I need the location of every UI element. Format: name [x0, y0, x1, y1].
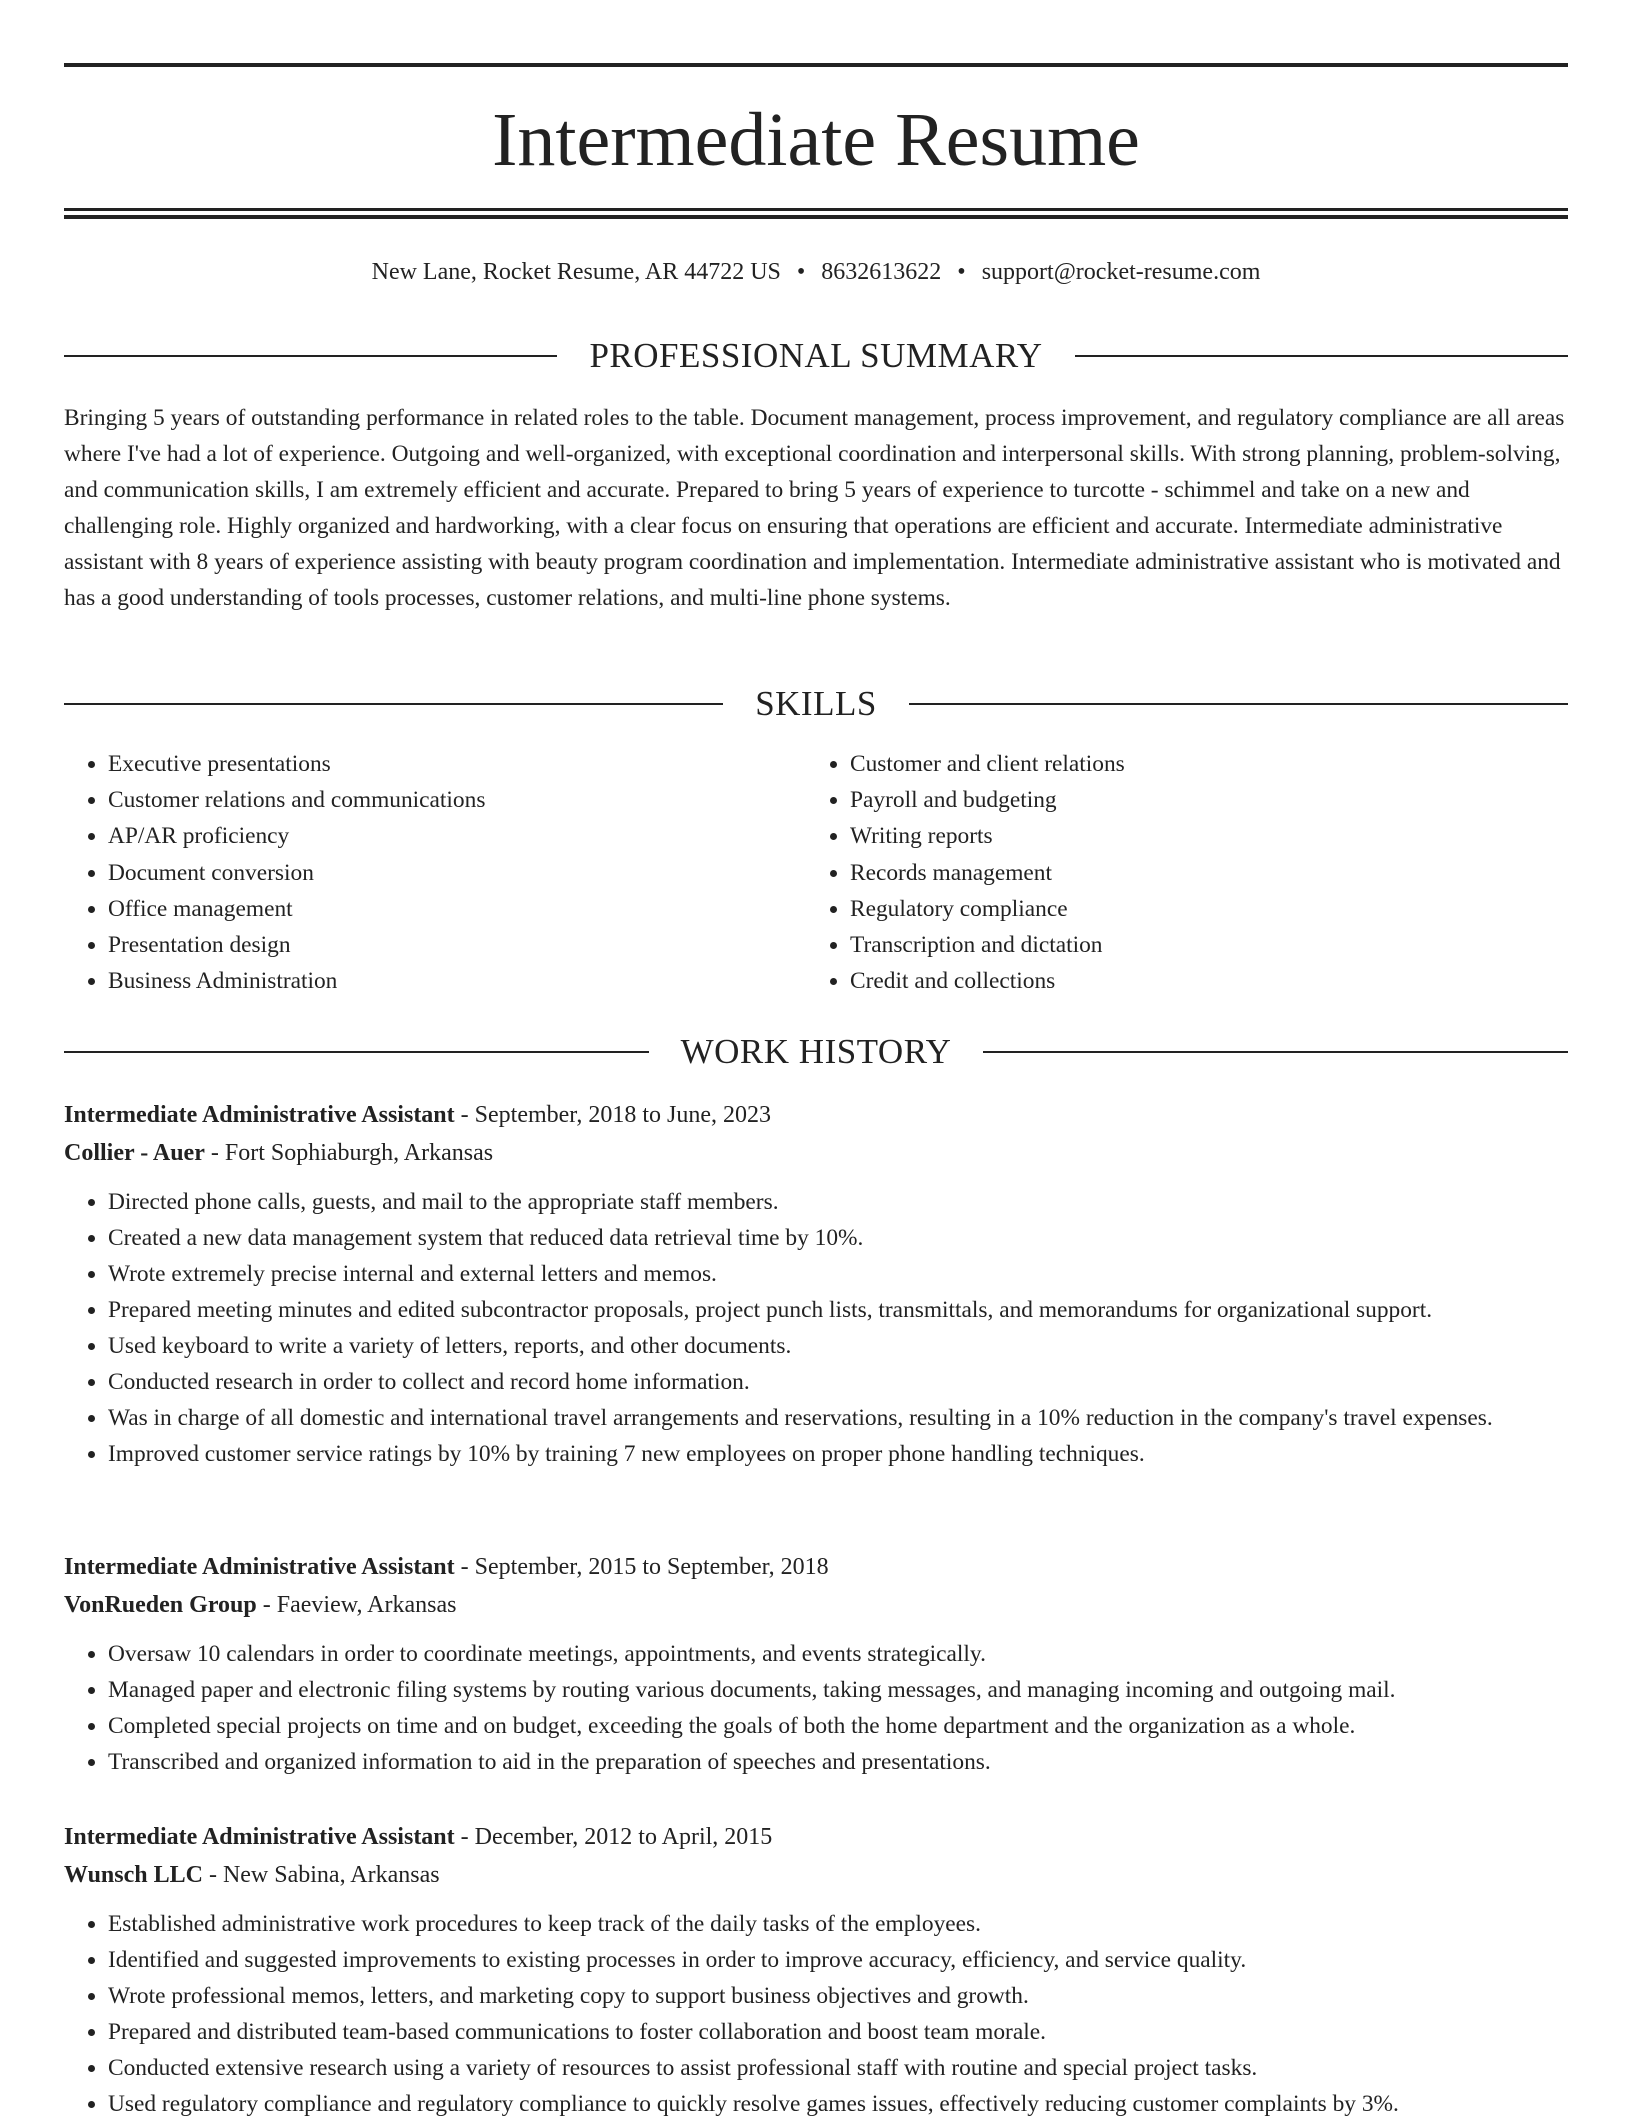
contact-separator: •	[957, 259, 966, 285]
skill-item: • Payroll and budgeting	[850, 782, 1548, 818]
job-location: - Faeview, Arkansas	[256, 1592, 457, 1618]
skill-item: • Document conversion	[108, 855, 806, 891]
summary-section-heading	[64, 334, 1568, 378]
skills-list-left	[64, 746, 806, 999]
job-bullet: • Oversaw 10 calendars in order to coordinate meetings, appointments, and events strategically.	[108, 1636, 1568, 1672]
work-heading-label: WORK HISTORY	[680, 1032, 952, 1071]
header-bottom-rule-1	[64, 208, 1568, 211]
skill-item: • Presentation design	[108, 927, 806, 963]
skill-item: • Records management	[850, 855, 1548, 891]
heading-rule-right	[909, 703, 1568, 705]
skill-item: • Credit and collections	[850, 963, 1548, 999]
skill-item: • Customer relations and communications	[108, 782, 806, 818]
header-top-rule	[64, 63, 1568, 67]
job-bullet: • Prepared meeting minutes and edited subcontractor proposals, project punch lists, transmittals, and memorandums for organizational support.	[108, 1292, 1568, 1328]
job-entry	[64, 1096, 1568, 1472]
skill-item: • Customer and client relations	[850, 746, 1548, 782]
job-dates: - September, 2015 to September, 2018	[454, 1554, 829, 1580]
job-bullet: • Managed paper and electronic filing systems by routing various documents, taking messages, and managing incoming and outgoing mail.	[108, 1672, 1568, 1708]
job-location: - New Sabina, Arkansas	[202, 1862, 440, 1888]
job-entry	[64, 1548, 1568, 1780]
skill-item: • Writing reports	[850, 818, 1548, 854]
skill-item: • Business Administration	[108, 963, 806, 999]
skill-item: • Transcription and dictation	[850, 927, 1548, 963]
job-title-line	[64, 1096, 1568, 1134]
job-dates: - December, 2012 to April, 2015	[454, 1824, 773, 1850]
heading-rule-left	[64, 355, 557, 357]
job-bullet: • Wrote extremely precise internal and external letters and memos.	[108, 1256, 1568, 1292]
job-bullet: • Wrote professional memos, letters, and marketing copy to support business objectives and growth.	[108, 1978, 1568, 2014]
skill-item: • AP/AR proficiency	[108, 818, 806, 854]
job-company-line	[64, 1134, 1568, 1172]
job-title-line	[64, 1548, 1568, 1586]
summary-heading-label: PROFESSIONAL SUMMARY	[589, 336, 1043, 375]
job-bullet: • Improved customer service ratings by 10% by training 7 new employees on proper phone handling techniques.	[108, 1436, 1568, 1472]
skill-item: • Office management	[108, 891, 806, 927]
job-bullet: • Used keyboard to write a variety of letters, reports, and other documents.	[108, 1328, 1568, 1364]
job-bullet: • Directed phone calls, guests, and mail to the appropriate staff members.	[108, 1184, 1568, 1220]
job-bullet: • Conducted extensive research using a variety of resources to assist professional staff with routine and special project tasks.	[108, 2050, 1568, 2086]
job-company-line	[64, 1586, 1568, 1624]
job-company: VonRueden Group	[64, 1592, 257, 1618]
heading-rule-left	[64, 703, 723, 705]
contact-line	[64, 254, 1568, 290]
summary-text: Bringing 5 years of outstanding performance in related roles to the table. Document management, process improvement, and regulatory compliance are all areas where I've had a lot of experience. Outgoing and well-organized, with exceptional coordination and interpersonal skills. With strong planning, problem-solving, and communication skills, I am extremely efficient and accurate. Prepared to bring 5 years of experience to turcotte - schimmel and take on a new and challenging role. Highly organized and hardworking, with a clear focus on ensuring that operations are efficient and accurate. Intermediate administrative assistant with 8 years of experience assisting with beauty program coordination and implementation. Intermediate administrative assistant who is motivated and has a good understanding of tools processes, customer relations, and multi-line phone systems.	[64, 405, 1565, 611]
contact-address: New Lane, Rocket Resume, AR 44722 US	[371, 259, 781, 285]
work-section-heading	[64, 1030, 1568, 1074]
skills-list-right	[806, 746, 1548, 999]
job-bullet: • Conducted research in order to collect and record home information.	[108, 1364, 1568, 1400]
skills-columns	[64, 746, 1568, 999]
job-bullets	[64, 1906, 1568, 2122]
contact-phone: 8632613622	[821, 259, 942, 285]
job-title: Intermediate Administrative Assistant	[64, 1102, 455, 1128]
job-bullet: • Was in charge of all domestic and international travel arrangements and reservations, resulting in a 10% reduction in the company's travel expenses.	[108, 1400, 1568, 1436]
job-bullet: • Prepared and distributed team-based communications to foster collaboration and boost team morale.	[108, 2014, 1568, 2050]
contact-email: support@rocket-resume.com	[981, 259, 1261, 285]
job-title-line	[64, 1818, 1568, 1856]
job-bullet: • Used regulatory compliance and regulatory compliance to quickly resolve games issues, effectively reducing customer complaints by 3%.	[108, 2086, 1568, 2122]
job-title: Intermediate Administrative Assistant	[64, 1824, 455, 1850]
heading-rule-right	[983, 1051, 1568, 1053]
skills-heading-label: SKILLS	[755, 684, 877, 723]
job-location: - Fort Sophiaburgh, Arkansas	[204, 1140, 494, 1166]
heading-rule-right	[1075, 355, 1568, 357]
job-bullets	[64, 1184, 1568, 1472]
job-company: Collier - Auer	[64, 1140, 205, 1166]
job-company: Wunsch LLC	[64, 1862, 203, 1888]
job-dates: - September, 2018 to June, 2023	[454, 1102, 771, 1128]
job-bullet: • Established administrative work procedures to keep track of the daily tasks of the employees.	[108, 1906, 1568, 1942]
skill-item: • Regulatory compliance	[850, 891, 1548, 927]
heading-rule-left	[64, 1051, 649, 1053]
job-bullet: • Identified and suggested improvements to existing processes in order to improve accuracy, efficiency, and service quality.	[108, 1942, 1568, 1978]
job-bullets	[64, 1636, 1568, 1780]
job-bullet: • Created a new data management system that reduced data retrieval time by 10%.	[108, 1220, 1568, 1256]
skill-item: • Executive presentations	[108, 746, 806, 782]
job-bullet: • Transcribed and organized information to aid in the preparation of speeches and presentations.	[108, 1744, 1568, 1780]
header-bottom-rule-2	[64, 215, 1568, 219]
job-title: Intermediate Administrative Assistant	[64, 1554, 455, 1580]
job-entry	[64, 1818, 1568, 2122]
contact-separator: •	[796, 259, 806, 285]
job-company-line	[64, 1856, 1568, 1894]
job-bullet: • Completed special projects on time and on budget, exceeding the goals of both the home department and the organization as a whole.	[108, 1708, 1568, 1744]
skills-section-heading	[64, 682, 1568, 726]
resume-title: Intermediate Resume	[492, 98, 1140, 182]
